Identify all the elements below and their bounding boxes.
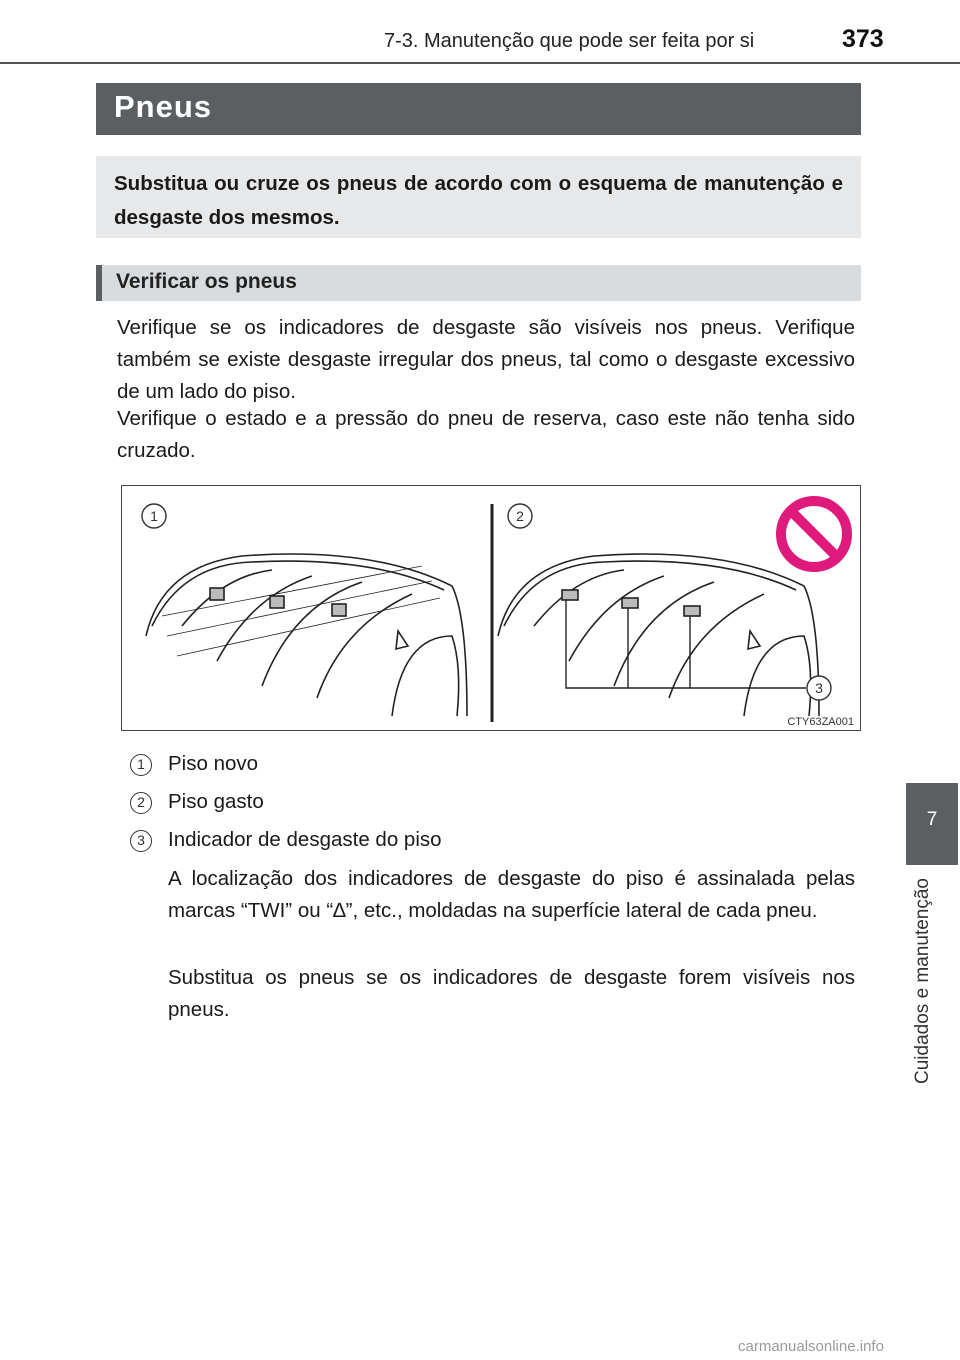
figure-code: CTY63ZA001 [787, 716, 854, 728]
watermark: carmanualsonline.info [738, 1338, 884, 1355]
note-paragraph-1: A localização dos indicadores de desgaste do piso é assinalada pelas marcas “TWI” ou “∆”, etc., moldadas na superfície lateral de cada pneu. [168, 867, 855, 922]
legend-badge-2: 2 [130, 792, 152, 814]
running-header-title: 7-3. Manutenção que pode ser feita por si [384, 30, 755, 52]
callout-label-3: 3 [815, 680, 823, 696]
chapter-side-label [912, 878, 952, 1108]
legend-text-3: Indicador de desgaste do piso [168, 828, 442, 851]
note-paragraph-2: Substitua os pneus se os indicadores de desgaste forem visíveis nos pneus. [168, 966, 855, 1021]
callout-label-1: 1 [150, 508, 158, 524]
body-paragraph-2: Verifique o estado e a pressão do pneu de reserva, caso este não tenha sido cruzado. [117, 407, 855, 462]
section-title: Pneus [114, 89, 213, 124]
chapter-label-text: Cuidados e manutenção [912, 878, 933, 1084]
subsection-title: Verificar os pneus [116, 270, 297, 293]
worn-tread-tire [498, 554, 819, 716]
chapter-number: 7 [926, 809, 938, 830]
legend-item-1 [130, 752, 855, 782]
legend-badge-3: 3 [130, 830, 152, 852]
legend-text-1: Piso novo [168, 752, 259, 775]
tire-illustration [122, 486, 861, 731]
tire-wear-figure [121, 485, 861, 731]
intro-text: Substitua ou cruze os pneus de acordo com o esquema de manutenção e desgaste dos mesmos. [114, 172, 843, 229]
prohibited-icon [781, 501, 847, 567]
section-banner [96, 83, 861, 135]
header-rule [0, 62, 960, 64]
subsection-header [96, 265, 861, 301]
page-number: 373 [842, 25, 884, 53]
intro-box [96, 156, 861, 238]
legend-item-3 [130, 828, 855, 858]
legend-text-2: Piso gasto [168, 790, 264, 813]
callout-label-2: 2 [516, 508, 524, 524]
chapter-side-tab [906, 783, 958, 865]
body-paragraph-1: Verifique se os indicadores de desgaste são visíveis nos pneus. Verifique também se existe desgaste irregular dos pneus, tal como o desgaste excessivo de um lado do piso. [117, 316, 855, 403]
legend-item-2 [130, 790, 855, 820]
new-tread-tire [146, 554, 467, 716]
legend-badge-1: 1 [130, 754, 152, 776]
